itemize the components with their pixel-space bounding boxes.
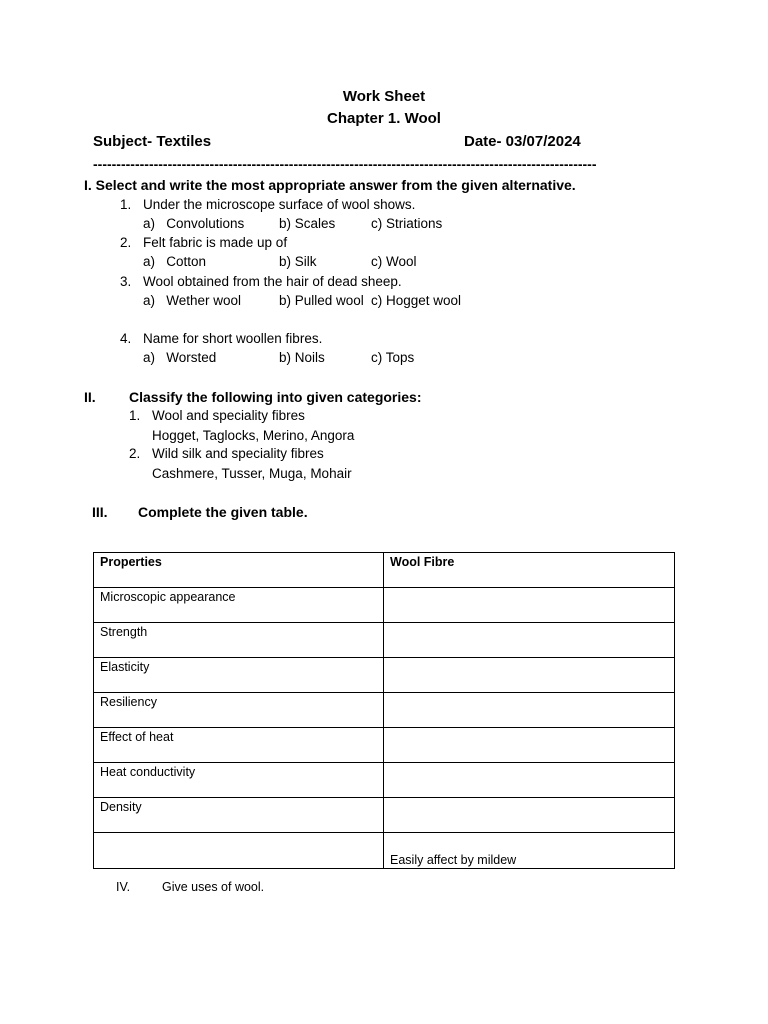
worksheet-title: Work Sheet	[342, 88, 426, 105]
question-1-number: 1.	[120, 197, 132, 212]
question-1-option-c: c) Striations	[371, 216, 443, 231]
table-row	[94, 588, 675, 623]
question-3-text: Wool obtained from the hair of dead sheep.	[143, 274, 402, 289]
table-cell-answer	[384, 658, 675, 693]
classify-item-2-number: 2.	[129, 446, 141, 461]
separator-line: ------------------------------------------------------------------------------------------------------------	[93, 156, 597, 172]
table-row	[94, 763, 675, 798]
table-cell-answer	[384, 798, 675, 833]
question-2-number: 2.	[120, 235, 132, 250]
section-4-heading: Give uses of wool.	[162, 880, 265, 894]
question-1-option-a: a) Convolutions	[143, 216, 245, 231]
question-2-text: Felt fabric is made up of	[143, 235, 288, 250]
table-cell-property: Heat conductivity	[94, 763, 384, 798]
table-header-row	[94, 553, 675, 588]
chapter-title: Chapter 1. Wool	[327, 110, 441, 127]
table-header-wool-fibre: Wool Fibre	[384, 553, 675, 588]
table-cell-answer	[384, 763, 675, 798]
section-1-heading: I. Select and write the most appropriate answer from the given alternative.	[84, 177, 576, 193]
table-cell-answer: Easily affect by mildew	[384, 833, 675, 869]
date-label: Date- 03/07/2024	[464, 133, 581, 150]
section-4-number: IV.	[116, 880, 131, 894]
question-3-option-b: b) Pulled wool	[279, 293, 364, 308]
table-cell-answer	[384, 693, 675, 728]
question-2-option-c: c) Wool	[371, 254, 417, 269]
section-3-number: III.	[92, 504, 108, 520]
question-3-option-a: a) Wether wool	[143, 293, 242, 308]
table-row	[94, 798, 675, 833]
question-1-option-b: b) Scales	[279, 216, 336, 231]
section-3-heading: Complete the given table.	[138, 504, 308, 520]
table-cell-property: Strength	[94, 623, 384, 658]
table-header-properties: Properties	[94, 553, 384, 588]
question-4-option-c: c) Tops	[371, 350, 415, 365]
table-row	[94, 728, 675, 763]
table-cell-property	[94, 833, 384, 869]
question-4-option-b: b) Noils	[279, 350, 325, 365]
table-cell-property: Microscopic appearance	[94, 588, 384, 623]
table-cell-property: Resiliency	[94, 693, 384, 728]
question-3-number: 3.	[120, 274, 132, 289]
question-2-option-a: a) Cotton	[143, 254, 207, 269]
table-cell-property: Density	[94, 798, 384, 833]
classify-item-2-list: Cashmere, Tusser, Muga, Mohair	[152, 466, 352, 481]
table-row	[94, 623, 675, 658]
section-2-number: II.	[84, 389, 96, 405]
subject-label: Subject- Textiles	[93, 133, 212, 150]
classify-item-1-number: 1.	[129, 408, 141, 423]
properties-table	[93, 552, 675, 869]
section-2-heading: Classify the following into given categories:	[129, 389, 422, 405]
table-cell-property: Effect of heat	[94, 728, 384, 763]
table-cell-answer	[384, 588, 675, 623]
question-4-option-a: a) Worsted	[143, 350, 217, 365]
question-3-option-c: c) Hogget wool	[371, 293, 462, 308]
table-cell-property: Elasticity	[94, 658, 384, 693]
table-row	[94, 693, 675, 728]
question-4-number: 4.	[120, 331, 132, 346]
question-2-option-b: b) Silk	[279, 254, 317, 269]
question-4-text: Name for short woollen fibres.	[143, 331, 323, 346]
table-cell-answer	[384, 728, 675, 763]
classify-item-1-list: Hogget, Taglocks, Merino, Angora	[152, 428, 355, 443]
table-cell-answer	[384, 623, 675, 658]
table-row	[94, 833, 675, 869]
table-row	[94, 658, 675, 693]
classify-item-1-text: Wool and speciality fibres	[152, 408, 305, 423]
classify-item-2-text: Wild silk and speciality fibres	[152, 446, 324, 461]
question-1-text: Under the microscope surface of wool shows.	[143, 197, 416, 212]
